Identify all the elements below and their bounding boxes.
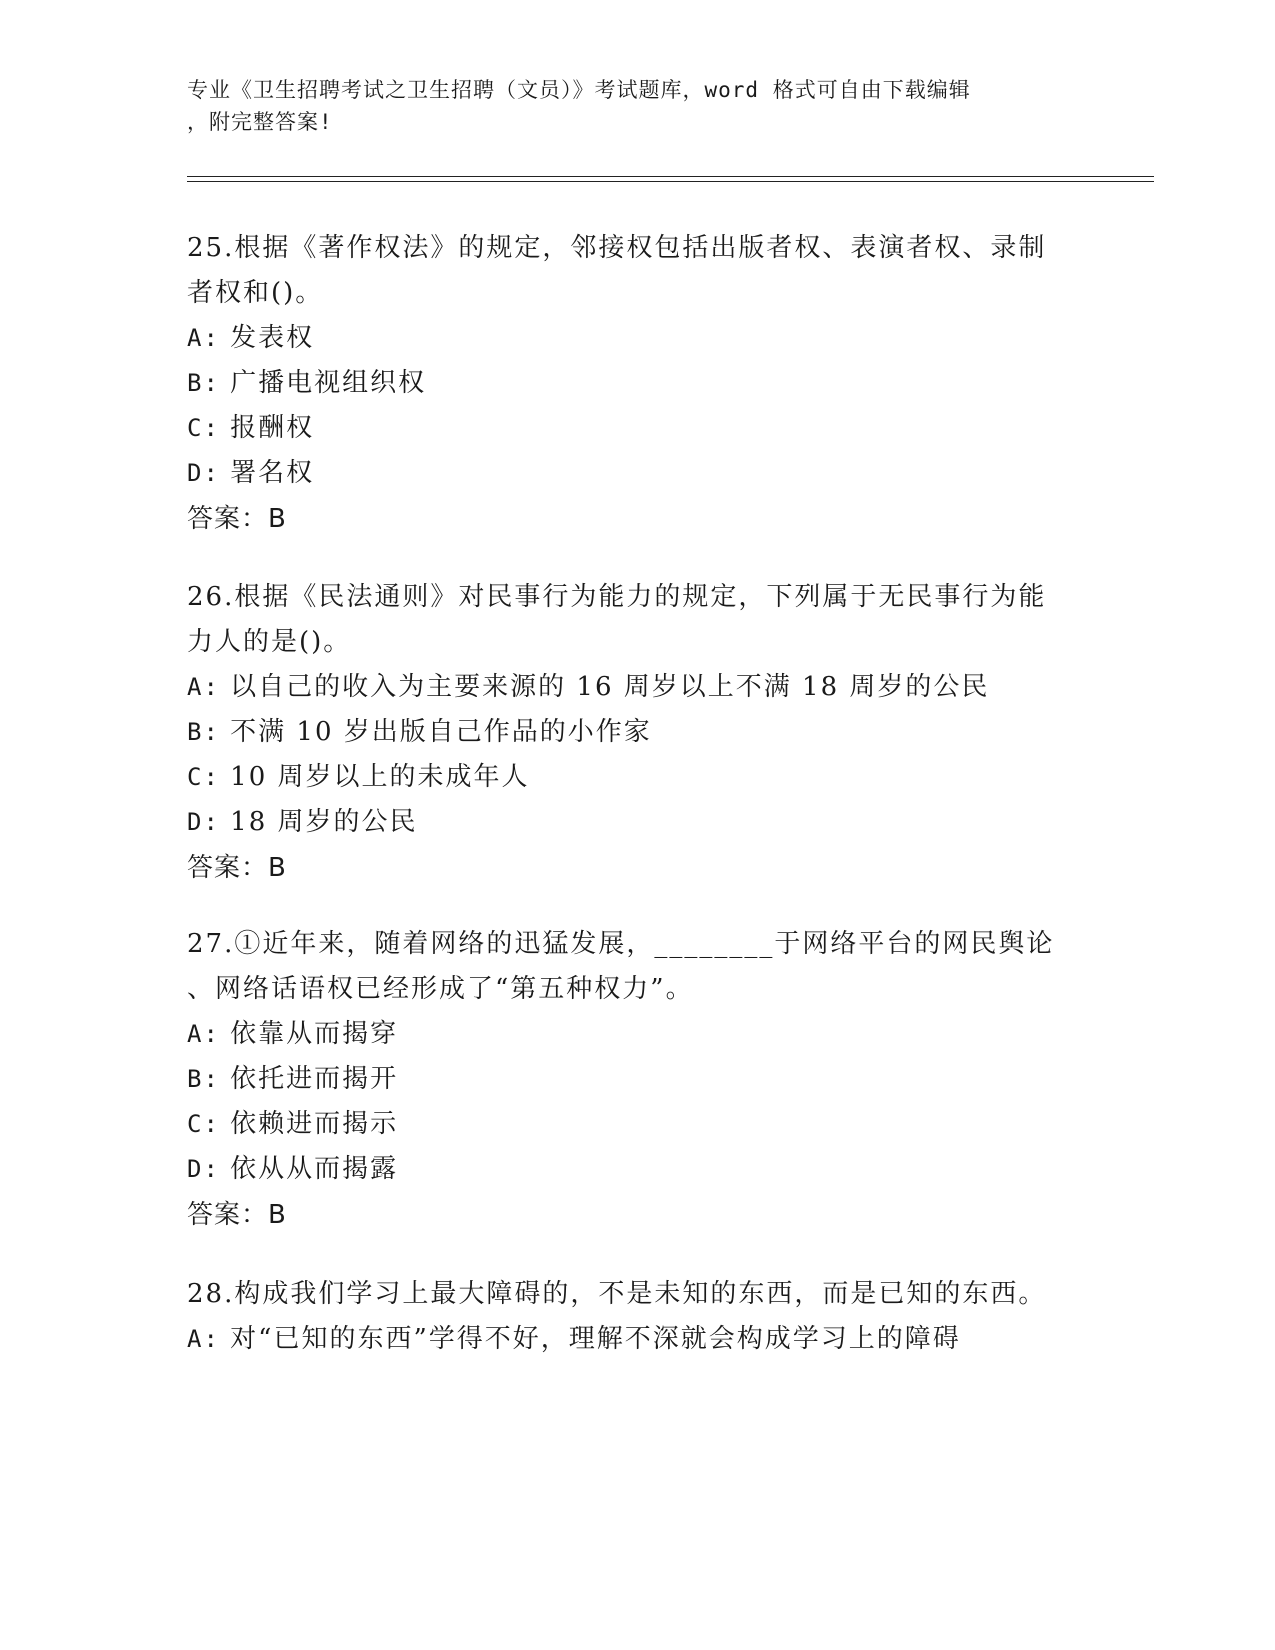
header-divider-top: [187, 176, 1154, 177]
question-stem: [187, 1272, 1087, 1317]
stem-line-1: 25.根据《著作权法》的规定，邻接权包括出版者权、表演者权、录制: [187, 233, 1047, 263]
option-letter: D:: [187, 459, 220, 487]
question-26: [187, 575, 1087, 891]
option-text: 以自己的收入为主要来源的 16 周岁以上不满 18 周岁的公民: [230, 672, 990, 702]
option-text: 发表权: [230, 323, 315, 353]
option-b: [187, 361, 1087, 406]
option-text: 依托进而揭开: [230, 1064, 399, 1094]
option-text: 对“已知的东西”学得不好，理解不深就会构成学习上的障碍: [230, 1324, 961, 1354]
option-b: [187, 710, 1087, 755]
stem-line-2: 者权和()。: [187, 278, 324, 308]
option-letter: C:: [187, 414, 220, 442]
question-25: [187, 226, 1087, 542]
option-letter: A:: [187, 324, 220, 352]
option-letter: C:: [187, 1110, 220, 1138]
option-c: [187, 755, 1087, 800]
stem-line-2: 力人的是()。: [187, 627, 352, 657]
option-a: [187, 1012, 1087, 1057]
answer-line: 答案：B: [187, 504, 287, 534]
option-letter: A:: [187, 1020, 220, 1048]
option-b: [187, 1057, 1087, 1102]
stem-line-2: 、网络话语权已经形成了“第五种权力”。: [187, 974, 694, 1004]
header-line-2: ，附完整答案!: [187, 110, 333, 134]
option-letter: D:: [187, 808, 220, 836]
option-letter: B:: [187, 1065, 220, 1093]
option-a: [187, 665, 1087, 710]
option-a: [187, 316, 1087, 361]
question-stem: [187, 575, 1087, 665]
question-stem: [187, 922, 1087, 1012]
option-text: 署名权: [230, 458, 315, 488]
option-d: [187, 451, 1087, 496]
document-header: [187, 74, 1067, 138]
option-letter: D:: [187, 1155, 220, 1183]
header-divider-bottom: [187, 181, 1154, 182]
option-text: 不满 10 岁出版自己作品的小作家: [230, 717, 652, 747]
answer-line: 答案：B: [187, 1200, 287, 1230]
option-text: 报酬权: [230, 413, 315, 443]
question-stem: [187, 226, 1087, 316]
option-d: [187, 800, 1087, 845]
option-letter: A:: [187, 1325, 220, 1353]
option-text: 广播电视组织权: [230, 368, 427, 398]
header-line-1: 专业《卫生招聘考试之卫生招聘（文员）》考试题库，word 格式可自由下载编辑: [187, 78, 971, 102]
option-text: 依赖进而揭示: [230, 1109, 399, 1139]
option-text: 18 周岁的公民: [230, 807, 418, 837]
option-a: [187, 1317, 1087, 1362]
stem-line-1: 27.①近年来，随着网络的迅猛发展，________于网络平台的网民舆论: [187, 929, 1055, 959]
option-c: [187, 406, 1087, 451]
option-d: [187, 1147, 1087, 1192]
stem-line-1: 26.根据《民法通则》对民事行为能力的规定，下列属于无民事行为能: [187, 582, 1047, 612]
option-text: 依从从而揭露: [230, 1154, 399, 1184]
question-27: [187, 922, 1087, 1238]
answer-line: 答案：B: [187, 853, 287, 883]
option-text: 依靠从而揭穿: [230, 1019, 399, 1049]
option-letter: A:: [187, 673, 220, 701]
question-28: [187, 1272, 1087, 1362]
option-c: [187, 1102, 1087, 1147]
option-text: 10 周岁以上的未成年人: [230, 762, 530, 792]
option-letter: B:: [187, 718, 220, 746]
option-letter: B:: [187, 369, 220, 397]
option-letter: C:: [187, 763, 220, 791]
stem-line-1: 28.构成我们学习上最大障碍的，不是未知的东西，而是已知的东西。: [187, 1279, 1047, 1309]
